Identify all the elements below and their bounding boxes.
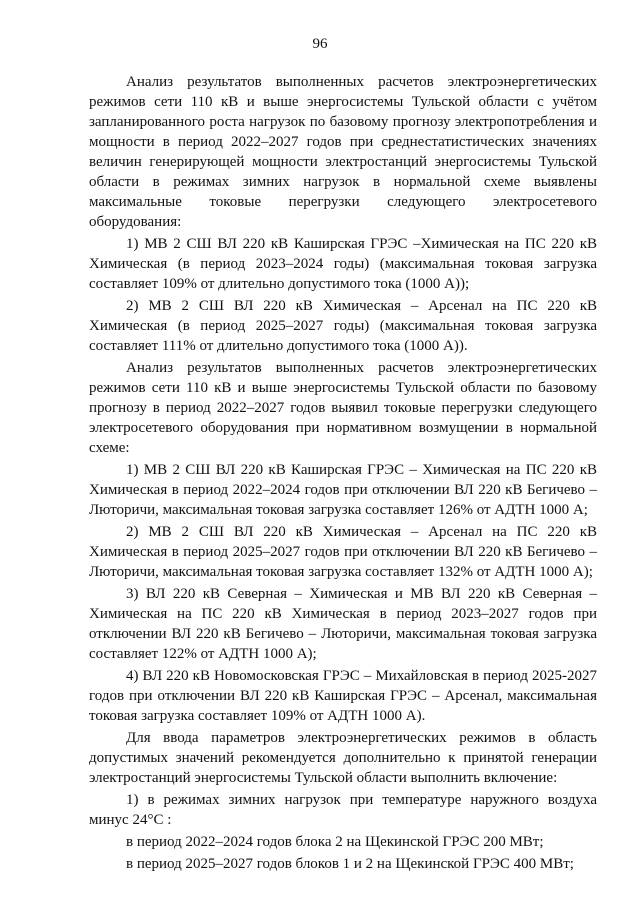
paragraph-intro-analysis-disturbance: Анализ результатов выполненных расчетов электроэнергетических режимов сети 110 кВ и выше энергосистемы Тульской области по базовому прогнозу в период 2022–2027 годов выявил токовые перегрузки следующего электросетевого оборудования при нормативном возмущении в нормальной схеме: <box>89 360 597 456</box>
paragraph-item-1-disturbance: 1) МВ 2 СШ ВЛ 220 кВ Каширская ГРЭС – Химическая на ПС 220 кВ Химическая в период 2022–2024 годов при отключении ВЛ 220 кВ Бегичево – Люторичи, максимальная токовая загрузка составляет 126% от АДТН 1000 А; <box>89 462 597 518</box>
paragraph-winter-mode: 1) в режимах зимних нагрузок при температуре наружного воздуха минус 24°С : <box>89 792 597 828</box>
paragraph-item-2-disturbance: 2) МВ 2 СШ ВЛ 220 кВ Химическая – Арсенал на ПС 220 кВ Химическая в период 2025–2027 годов при отключении ВЛ 220 кВ Бегичево – Люторичи, максимальная токовая загрузка составляет 132% от АДТН 1000 А); <box>89 524 597 580</box>
paragraph-item-3-disturbance: 3) ВЛ 220 кВ Северная – Химическая и МВ ВЛ 220 кВ Северная – Химическая на ПС 220 кВ Химическая в период 2023–2027 годов при отключении ВЛ 220 кВ Бегичево – Люторичи, максимальная токовая загрузка составляет 122% от АДТН 1000 А); <box>89 586 597 662</box>
page-number: 96 <box>312 36 328 52</box>
document-body <box>89 72 597 876</box>
paragraph-item-4-disturbance: 4) ВЛ 220 кВ Новомосковская ГРЭС – Михайловская в период 2025-2027 годов при отключении ВЛ 220 кВ Каширская ГРЭС – Арсенал, максимальная токовая загрузка составляет 109% от АДТН 1000 А). <box>89 668 597 724</box>
paragraph-intro-analysis-normal: Анализ результатов выполненных расчетов электроэнергетических режимов сети 110 кВ и выше энергосистемы Тульской области с учётом запланированного роста нагрузок по базовому прогнозу электропотребления и мощности в период 2022–2027 годов при среднестатистических значениях величин генерирующей мощности электростанций энергосистемы Тульской области в режимах зимних нагрузок в нормальной схеме выявлены максимальные токовые перегрузки следующего электросетевого оборудования: <box>89 74 597 230</box>
paragraph-item-1-normal: 1) МВ 2 СШ ВЛ 220 кВ Каширская ГРЭС –Химическая на ПС 220 кВ Химическая (в период 2023–2024 годы) (максимальная токовая загрузка составляет 109% от длительно допустимого тока (1000 А)); <box>89 236 597 292</box>
paragraph-period-2022-2024: в период 2022–2024 годов блока 2 на Щекинской ГРЭС 200 МВт; <box>126 834 544 850</box>
paragraph-recommendation: Для ввода параметров электроэнергетических режимов в область допустимых значений рекомендуется дополнительно к принятой генерации электростанций энергосистемы Тульской области выполнить включение: <box>89 730 597 786</box>
paragraph-item-2-normal: 2) МВ 2 СШ ВЛ 220 кВ Химическая – Арсенал на ПС 220 кВ Химическая (в период 2025–2027 годы) (максимальная токовая загрузка составляет 111% от длительно допустимого тока (1000 А)). <box>89 298 597 354</box>
paragraph-period-2025-2027: в период 2025–2027 годов блоков 1 и 2 на Щекинской ГРЭС 400 МВт; <box>126 856 574 872</box>
